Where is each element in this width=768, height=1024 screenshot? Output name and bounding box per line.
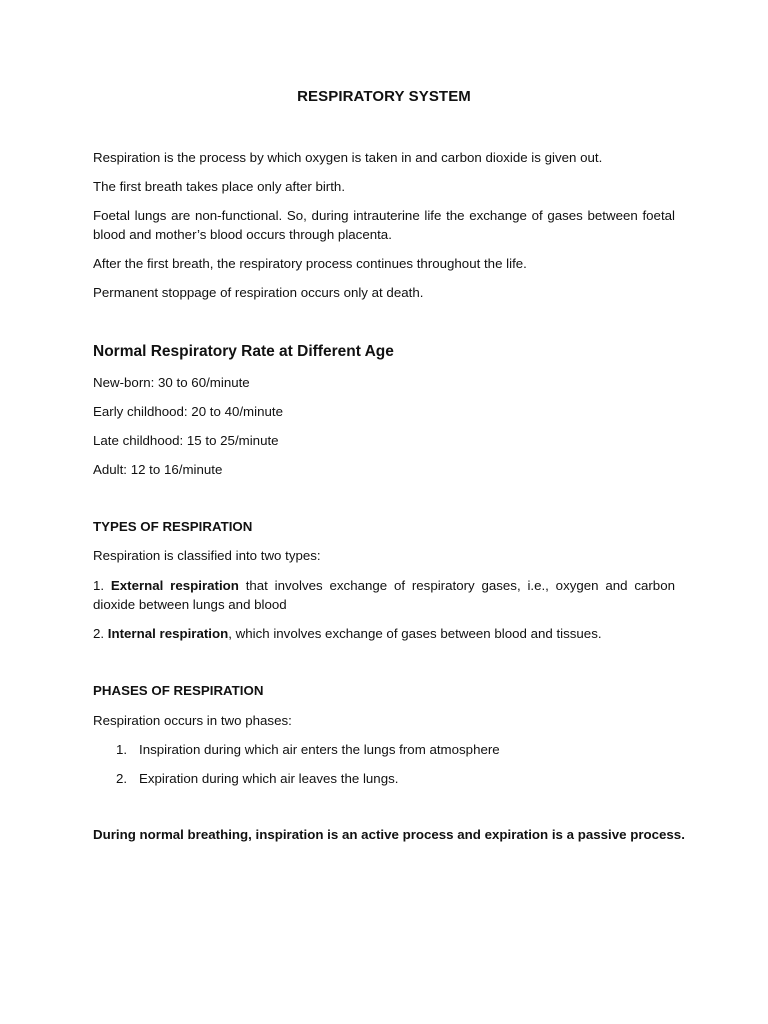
phase-number: 2. bbox=[116, 771, 128, 786]
intro-paragraph: Respiration is the process by which oxygen is taken in and carbon dioxide is given out. bbox=[93, 150, 603, 165]
intro-paragraph: After the first breath, the respiratory process continues throughout the life. bbox=[93, 256, 527, 271]
types-heading: TYPES OF RESPIRATION bbox=[93, 519, 253, 534]
rates-heading: Normal Respiratory Rate at Different Age bbox=[93, 343, 394, 360]
phase-text: Inspiration during which air enters the lungs from atmosphere bbox=[139, 742, 500, 757]
phases-heading: PHASES OF RESPIRATION bbox=[93, 683, 264, 698]
type-description: , which involves exchange of gases between blood and tissues. bbox=[228, 626, 602, 641]
phase-text: Expiration during which air leaves the lungs. bbox=[139, 771, 399, 786]
type-item-internal bbox=[93, 624, 675, 643]
rate-item: Late childhood: 15 to 25/minute bbox=[93, 433, 279, 448]
page-title: RESPIRATORY SYSTEM bbox=[297, 88, 471, 105]
type-term: External respiration bbox=[110, 578, 239, 593]
type-number: 2. bbox=[93, 626, 108, 641]
phase-item bbox=[116, 769, 398, 788]
rate-item: Early childhood: 20 to 40/minute bbox=[93, 404, 283, 419]
type-item-external bbox=[93, 576, 675, 614]
type-term: Internal respiration bbox=[107, 626, 229, 641]
types-intro: Respiration is classified into two types: bbox=[93, 548, 321, 563]
phase-item bbox=[116, 740, 500, 759]
rate-item: New-born: 30 to 60/minute bbox=[93, 375, 250, 390]
intro-paragraph: Permanent stoppage of respiration occurs only at death. bbox=[93, 285, 424, 300]
type-description: that involves exchange of respiratory gases, i.e., oxygen and carbon dioxide between lungs and blood bbox=[93, 578, 675, 612]
intro-paragraph: Foetal lungs are non-functional. So, during intrauterine life the exchange of gases between foetal blood and mother’s blood occurs through placenta. bbox=[93, 208, 675, 242]
type-number: 1. bbox=[93, 578, 111, 593]
intro-paragraph: The first breath takes place only after birth. bbox=[93, 179, 346, 194]
phase-number: 1. bbox=[116, 742, 128, 757]
rate-item: Adult: 12 to 16/minute bbox=[93, 462, 223, 477]
phases-intro: Respiration occurs in two phases: bbox=[93, 713, 292, 728]
conclusion-text: During normal breathing, inspiration is an active process and expiration is a passive process. bbox=[93, 827, 685, 842]
